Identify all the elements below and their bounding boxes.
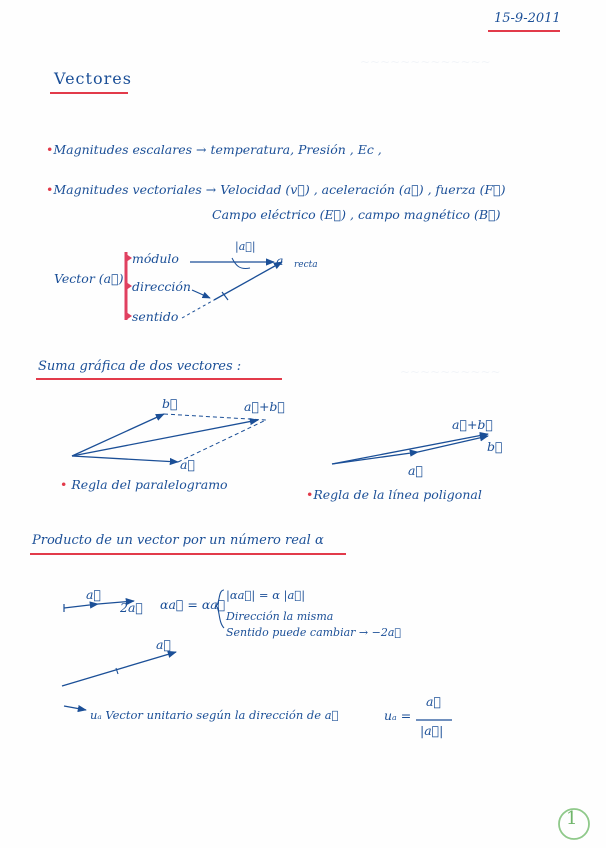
parallelogram-a-label: a⃗	[180, 457, 195, 472]
arrow-a-label: a	[276, 253, 284, 268]
parallelogram-sum-label: a⃗+b⃗	[244, 399, 285, 414]
scalar-a-label: a⃗	[86, 587, 101, 602]
section3-heading: Producto de un vector por un número real α	[32, 533, 324, 548]
polygon-b-label: b⃗	[487, 439, 503, 454]
page-title: Vectores	[54, 69, 132, 88]
item-sentido: sentido	[132, 309, 179, 324]
unit-vector-denominator: |a⃗|	[420, 723, 444, 738]
vector-text: Magnitudes vectoriales → Velocidad (v⃗) , aceleración (a⃗) , fuerza (F⃗)	[53, 182, 506, 197]
direction-note: Dirección la misma	[226, 610, 334, 623]
parallelogram-b-label: b⃗	[162, 396, 178, 411]
modulus-equation: |αa⃗| = α |a⃗|	[226, 588, 306, 602]
main-vector-dashed	[182, 300, 214, 318]
bullet-dot: •	[306, 487, 314, 502]
vector-label: Vector (a⃗)	[54, 271, 124, 286]
polygon-a-label: a⃗	[408, 463, 423, 478]
unit-vector-lhs: uₐ =	[384, 708, 412, 723]
polygon-sum-label: a⃗+b⃗	[452, 417, 493, 432]
modulus-pointer	[232, 258, 250, 269]
alpha-equation: αa⃗ = αa⃗	[160, 597, 226, 612]
bleed-through-text: ~~~~~~~~~~~~~	[360, 55, 491, 69]
unit-vector-numerator: a⃗	[426, 694, 441, 709]
bleed-through-text: ~~~~~~~~~~	[400, 365, 501, 379]
sense-note: Sentido puede cambiar → −2a⃗	[226, 626, 402, 639]
scalar-2a-label: 2a⃗	[120, 600, 143, 615]
bullet-dot: •	[46, 142, 54, 157]
item-direccion: dirección	[132, 279, 191, 294]
modulus-label: |a⃗|	[235, 240, 256, 253]
scalar-text: Magnitudes escalares → temperatura, Presión , Ec ,	[53, 142, 382, 157]
unit-vector-arrow	[64, 706, 86, 710]
long-vector	[62, 652, 176, 686]
vector-bracket	[126, 252, 132, 320]
page-number-circle	[559, 809, 589, 839]
rule-parallelogram-text: Regla del paralelogramo	[71, 477, 228, 492]
scalar-brace	[216, 590, 224, 628]
polygonal-diagram	[332, 434, 488, 464]
direccion-arrow	[192, 290, 210, 298]
bullet-dot: •	[60, 477, 68, 492]
page-number: 1	[566, 808, 578, 829]
item-modulo: módulo	[132, 251, 179, 266]
rule-polygon-text: Regla de la línea poligonal	[313, 487, 482, 502]
parallelogram-diagram	[72, 414, 266, 462]
section2-heading: Suma gráfica de dos vectores :	[38, 359, 242, 374]
long-a-label: a⃗	[156, 637, 171, 652]
unit-vector-text: uₐ Vector unitario según la dirección de a⃗	[90, 708, 339, 722]
bullet-dot: •	[46, 182, 54, 197]
date: 15-9-2011	[494, 11, 561, 26]
vector-magnitudes-cont: Campo eléctrico (E⃗) , campo magnético (B⃗)	[212, 207, 501, 222]
scalar-product-diagram	[64, 601, 134, 612]
recta-label: recta	[294, 260, 318, 270]
